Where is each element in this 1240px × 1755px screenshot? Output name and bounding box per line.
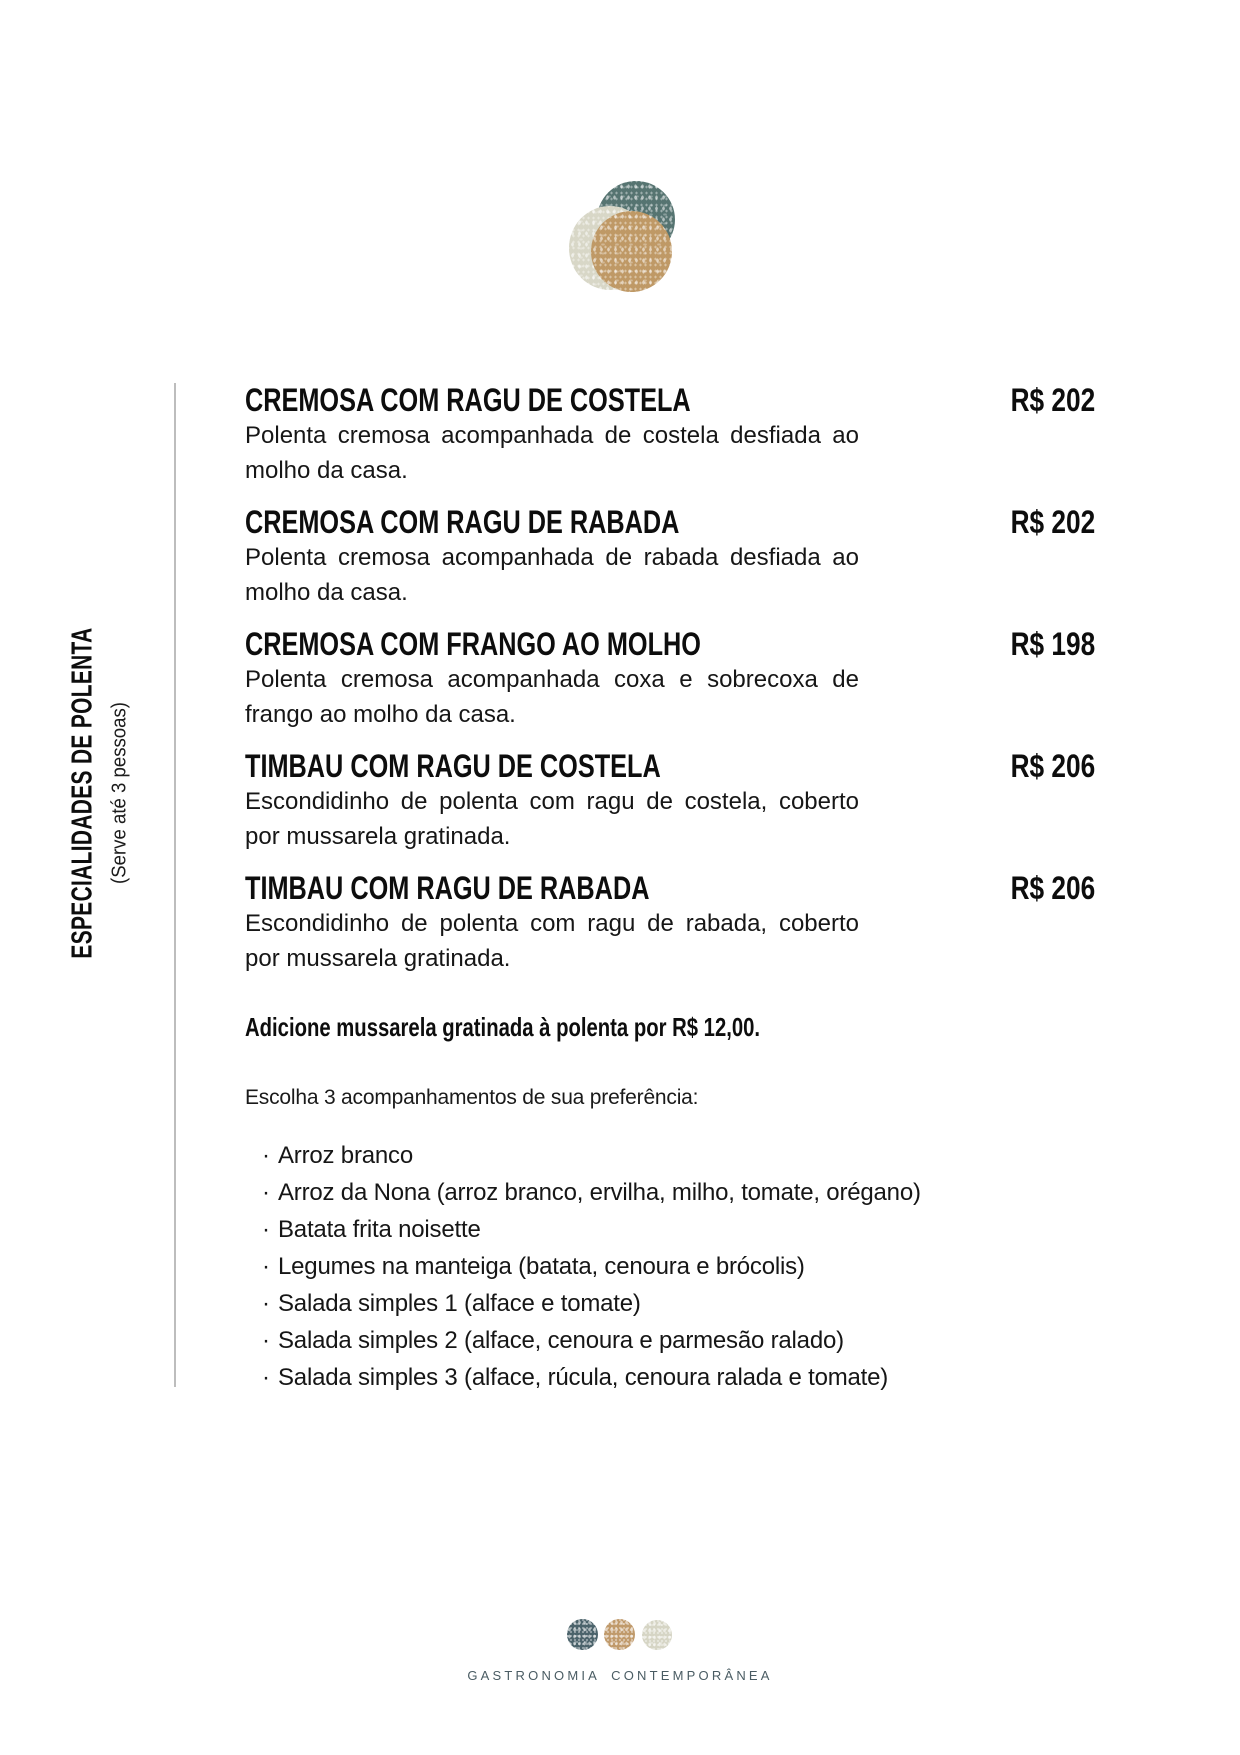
menu-item (245, 504, 1095, 610)
bullet-dot: · (262, 1216, 270, 1243)
add-on-note: Adicione mussarela gratinada à polenta por R$ 12,00. (245, 1012, 761, 1042)
menu-content (245, 382, 1095, 1396)
bullet-dot: · (262, 1142, 270, 1169)
bullet-dot: · (262, 1179, 270, 1206)
section-label (67, 563, 132, 1023)
side-item-label: Salada simples 1 (alface e tomate) (278, 1290, 641, 1317)
menu-item-name: TIMBAU COM RAGU DE RABADA (245, 870, 650, 906)
side-item (262, 1248, 1095, 1285)
side-item-label: Salada simples 2 (alface, cenoura e parmesão ralado) (278, 1327, 844, 1354)
menu-item-name: TIMBAU COM RAGU DE COSTELA (245, 748, 661, 784)
menu-item (245, 626, 1095, 732)
menu-item (245, 748, 1095, 854)
menu-item-header (245, 626, 1095, 662)
menu-item-price: R$ 206 (1010, 870, 1095, 906)
menu-item-header (245, 504, 1095, 540)
menu-item-name: CREMOSA COM FRANGO AO MOLHO (245, 626, 701, 662)
menu-item-header (245, 748, 1095, 784)
side-item-label: Arroz branco (278, 1142, 413, 1169)
side-item (262, 1285, 1095, 1322)
side-item (262, 1174, 1095, 1211)
menu-item-header (245, 870, 1095, 906)
footer-tagline: GASTRONOMIA CONTEMPORÂNEA (467, 1668, 773, 1683)
side-item-label: Batata frita noisette (278, 1216, 481, 1243)
bullet-dot: · (262, 1364, 270, 1391)
sides-intro: Escolha 3 acompanhamentos de sua preferência: (245, 1086, 699, 1109)
menu-item-price: R$ 202 (1010, 382, 1095, 418)
side-item (262, 1137, 1095, 1174)
menu-item-description: Escondidinho de polenta com ragu de rabada, coberto por mussarela gratinada. (245, 910, 859, 972)
menu-item-price: R$ 198 (1010, 626, 1095, 662)
side-item-label: Salada simples 3 (alface, rúcula, cenoura ralada e tomate) (278, 1364, 889, 1391)
side-item (262, 1322, 1095, 1359)
bullet-dot: · (262, 1327, 270, 1354)
menu-item (245, 382, 1095, 488)
logo-circle-tan (591, 211, 672, 292)
menu-item-header (245, 382, 1095, 418)
sides-list (245, 1137, 1095, 1396)
side-item-label: Legumes na manteiga (batata, cenoura e brócolis) (278, 1253, 805, 1280)
bullet-dot: · (262, 1290, 270, 1317)
section-title: ESPECIALIDADES DE POLENTA (66, 627, 99, 959)
menu-item-price: R$ 206 (1010, 748, 1095, 784)
section-subtitle: (Serve até 3 pessoas) (108, 702, 131, 884)
menu-item-description: Polenta cremosa acompanhada de costela desfiada ao molho da casa. (245, 422, 859, 484)
menu-item-name: CREMOSA COM RAGU DE RABADA (245, 504, 680, 540)
side-item-label: Arroz da Nona (arroz branco, ervilha, milho, tomate, orégano) (278, 1179, 921, 1206)
side-item (262, 1359, 1095, 1396)
footer-dot-teal (567, 1619, 598, 1650)
menu-item-name: CREMOSA COM RAGU DE COSTELA (245, 382, 691, 418)
menu-item-description: Polenta cremosa acompanhada de rabada desfiada ao molho da casa. (245, 544, 859, 606)
side-item (262, 1211, 1095, 1248)
footer-dot-tan (604, 1619, 635, 1650)
bullet-dot: · (262, 1253, 270, 1280)
menu-item (245, 870, 1095, 976)
footer-dot-cream (642, 1620, 672, 1650)
menu-item-description: Polenta cremosa acompanhada coxa e sobrecoxa de frango ao molho da casa. (245, 666, 859, 728)
menu-item-price: R$ 202 (1010, 504, 1095, 540)
menu-item-description: Escondidinho de polenta com ragu de costela, coberto por mussarela gratinada. (245, 788, 859, 850)
vertical-divider (174, 383, 176, 1387)
